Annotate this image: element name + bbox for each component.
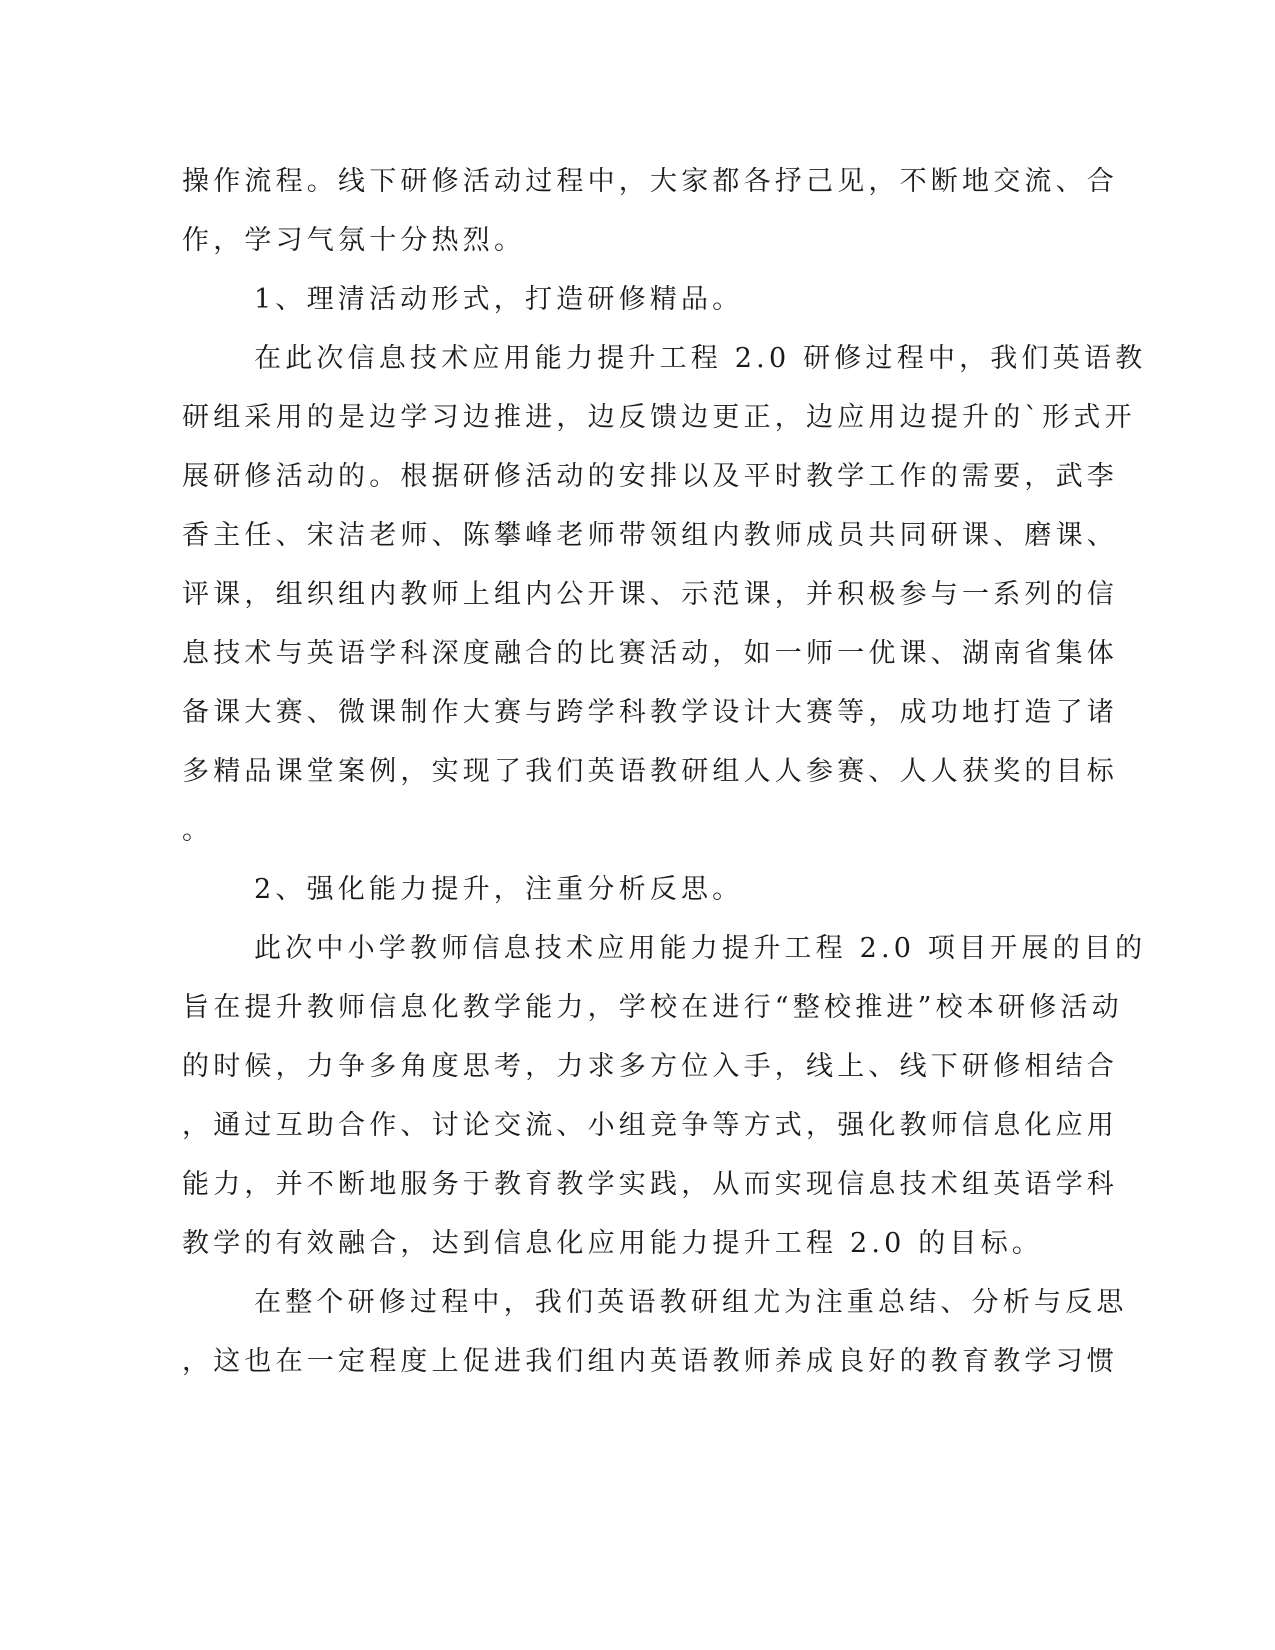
text-line: 旨在提升教师信息化教学能力，学校在进行“整校推进”校本研修活动 bbox=[182, 992, 1123, 1023]
section-heading-2: 2、强化能力提升，注重分析反思。 bbox=[254, 874, 744, 905]
text-line: 在此次信息技术应用能力提升工程 2.0 研修过程中，我们英语教 bbox=[254, 343, 1147, 374]
text-line: 多精品课堂案例，实现了我们英语教研组人人参赛、人人获奖的目标 bbox=[182, 756, 1118, 787]
text-line: 能力，并不断地服务于教育教学实践，从而实现信息技术组英语学科 bbox=[182, 1169, 1118, 1200]
text-line: 的时候，力争多角度思考，力求多方位入手，线上、线下研修相结合 bbox=[182, 1051, 1118, 1082]
text-line: 展研修活动的。根据研修活动的安排以及平时教学工作的需要，武李 bbox=[182, 461, 1118, 492]
text-line: 息技术与英语学科深度融合的比赛活动，如一师一优课、湖南省集体 bbox=[182, 638, 1118, 669]
body-text bbox=[182, 158, 1147, 1397]
text-line: ，这也在一定程度上促进我们组内英语教师养成良好的教育教学习惯 bbox=[182, 1346, 1118, 1377]
text-line: 教学的有效融合，达到信息化应用能力提升工程 2.0 的目标。 bbox=[182, 1228, 1044, 1259]
text-line: 在整个研修过程中，我们英语教研组尤为注重总结、分析与反思 bbox=[254, 1287, 1128, 1318]
section-heading-1: 1、理清活动形式，打造研修精品。 bbox=[254, 284, 744, 315]
text-line: 此次中小学教师信息技术应用能力提升工程 2.0 项目开展的目的 bbox=[254, 933, 1147, 964]
text-line: 香主任、宋洁老师、陈攀峰老师带领组内教师成员共同研课、磨课、 bbox=[182, 520, 1118, 551]
text-line: 评课，组织组内教师上组内公开课、示范课，并积极参与一系列的信 bbox=[182, 579, 1118, 610]
text-line: 备课大赛、微课制作大赛与跨学科教学设计大赛等，成功地打造了诸 bbox=[182, 697, 1118, 728]
text-line: 研组采用的是边学习边推进，边反馈边更正，边应用边提升的`形式开 bbox=[182, 402, 1136, 433]
text-line: 。 bbox=[182, 815, 214, 846]
text-line: 作，学习气氛十分热烈。 bbox=[182, 225, 526, 256]
text-line: ，通过互助合作、讨论交流、小组竞争等方式，强化教师信息化应用 bbox=[182, 1110, 1118, 1141]
text-line: 操作流程。线下研修活动过程中，大家都各抒己见，不断地交流、合 bbox=[182, 166, 1118, 197]
